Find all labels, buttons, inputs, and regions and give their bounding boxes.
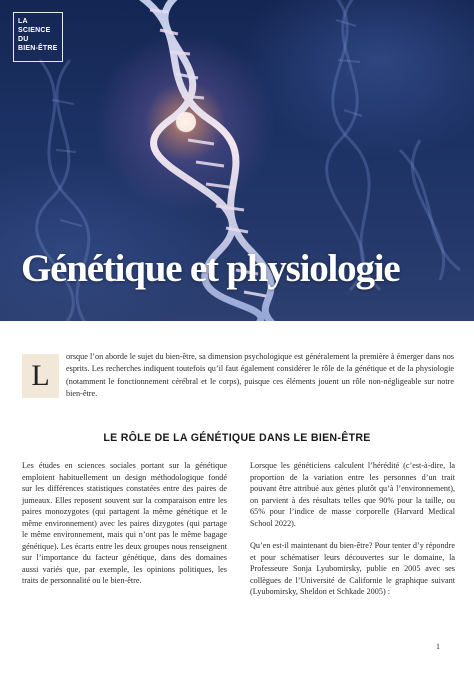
section-heading: LE RÔLE DE LA GÉNÉTIQUE DANS LE BIEN-ÊTRE: [103, 432, 371, 444]
hero-banner: [0, 0, 474, 321]
logo-line-3: DU: [18, 36, 29, 43]
intro-paragraph: orsque l’on aborde le sujet du bien-être, sa dimension psychologique est généralement la première à émerger dans nos esprits. Les recherches indiquent toutefois qu’il faut également considérer le rôle de la génétique et de la physiologie (notamment le fonctionnement cérébral et le corps), puisque ces éléments jouent un rôle non-négligeable sur notre bien-être.: [66, 352, 454, 399]
left-column: [22, 460, 227, 587]
right-column: [250, 460, 455, 598]
page-number: 1: [436, 642, 440, 651]
right-paragraph-2: Qu’en est-il maintenant du bien-être? Pour tenter d’y répondre et pour schématiser leurs découvertes sur le domaine, la Professeure Sonja Lyubomirsky, publie en 2005 avec ses collègues de l’Université de Californie le graphique suivant (Lyubomirsky, Sheldon et Schkade 2005) :: [250, 541, 455, 596]
page-title: Génétique et physiologie: [21, 247, 400, 290]
left-paragraph-1: Les études en sciences sociales portant sur la génétique emploient habituellement un design méthodologique fondé sur les différences statistiques constatées entre des paires de jumeaux. Elles reposent souvent sur la comparaison entre les paires monozygotes (qui partagent la même génétique et le même environnement) avec les paires dizygotes (qui partage le même environnement, mais qui n’ont pas le même bagage génétique). Les écarts entre les deux groupes nous renseignent sur l’importance du facteur génétique, dans des domaines aussi variés que, par exemple, les opinions politiques, les traits de personnalité ou le bien-être.: [22, 461, 227, 585]
logo-line-2: SCIENCE: [18, 27, 51, 34]
logo-line-4: BIEN-ÊTRE: [18, 45, 58, 52]
right-paragraph-1: Lorsque les généticiens calculent l’hérédité (c’est-à-dire, la proportion de la variation entre les personnes d’un trait pouvant être attribué aux gènes plutôt qu’à l’environnement), on parvient à des résultats telles que 90% pour la taille, ou 65% pour l’indice de masse corporelle (Harvard Medical School 2022).: [250, 461, 455, 528]
logo-line-1: LA: [18, 18, 28, 25]
intro-paragraph-block: [66, 351, 454, 401]
brand-logo: [13, 12, 63, 62]
drop-cap: L: [22, 354, 59, 398]
